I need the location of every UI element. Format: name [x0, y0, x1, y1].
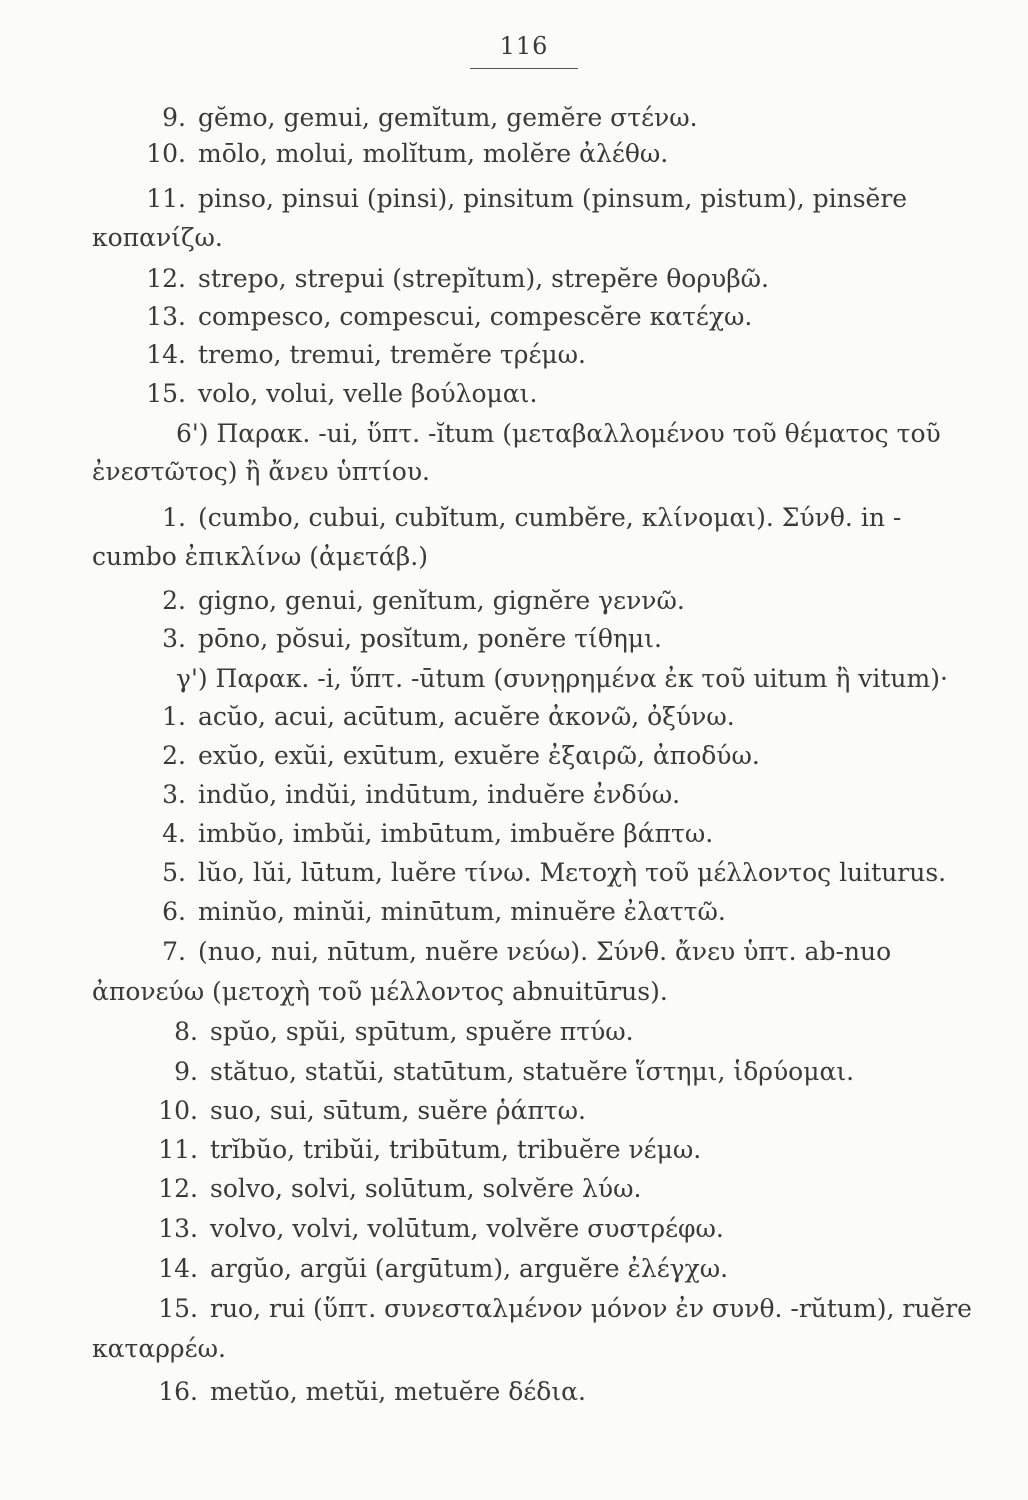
entry-line — [0, 300, 752, 334]
entry-text: tremo, tremui, tremĕre τρέμω. — [198, 340, 586, 369]
entry-text: minŭo, minŭi, minūtum, minuĕre ἐλαττῶ. — [198, 897, 726, 926]
entry-number: 13. — [158, 1214, 198, 1243]
entry-number: 2. — [162, 741, 186, 770]
entry-number: 3. — [162, 624, 186, 653]
entry-text: stătuo, statŭi, statūtum, statuĕre ἵστημι, ἱδρύομαι. — [210, 1057, 855, 1086]
entry-number: 3. — [162, 780, 186, 809]
entry-continuation: ἀπονεύω (μετοχὴ τοῦ μέλλοντος abnuitūrus). — [92, 977, 668, 1006]
page-number-rule — [470, 68, 578, 69]
entry-number: 4. — [162, 819, 186, 848]
entry-line — [0, 1252, 728, 1286]
entry-text: argŭo, argŭi (argūtum), arguĕre ἐλέγχω. — [210, 1254, 729, 1283]
entry-line — [0, 817, 713, 851]
entry-line — [0, 622, 662, 656]
entry-text: gigno, genui, genĭtum, gignĕre γεννῶ. — [198, 586, 685, 615]
section-heading-continuation: ἐνεστῶτος) ἢ ἄνευ ὑπτίου. — [92, 457, 430, 486]
entry-number: 10. — [158, 1096, 198, 1125]
entry-number: 7. — [162, 937, 186, 966]
entry-text: trĭbŭo, tribŭi, tribūtum, tribuĕre νέμω. — [210, 1135, 702, 1164]
entry-text: indŭo, indŭi, indūtum, induĕre ἐνδύω. — [198, 780, 681, 809]
entry-number: 9. — [162, 103, 186, 132]
entry-continuation: κοπανίζω. — [92, 223, 223, 252]
entry-text: suo, sui, sūtum, suĕre ῥάπτω. — [210, 1096, 586, 1125]
entry-line — [0, 1015, 634, 1049]
entry-text: gĕmo, gemui, gemĭtum, gemĕre στένω. — [198, 103, 698, 132]
entry-text: spŭo, spŭi, spūtum, spuĕre πτύω. — [210, 1017, 634, 1046]
entry-line — [0, 700, 735, 734]
entry-number: 12. — [146, 264, 186, 293]
entry-text: pinso, pinsui (pinsi), pinsitum (pinsum, pistum), pinsĕre — [198, 184, 908, 213]
entry-text: (nuo, nui, nūtum, nuĕre νεύω). Σύνθ. ἄνευ ὑπτ. ab-nuo — [198, 937, 892, 966]
entry-text: pōno, pŏsui, posĭtum, ponĕre τίθημι. — [198, 624, 662, 653]
entry-text: solvo, solvi, solūtum, solvĕre λύω. — [210, 1174, 642, 1203]
entry-line — [0, 584, 685, 618]
entry-text: imbŭo, imbŭi, imbūtum, imbuĕre βάπτω. — [198, 819, 714, 848]
section-heading: 6') Παρακ. -ui, ὕπτ. -ĭtum (μεταβαλλομένου τοῦ θέματος τοῦ — [176, 419, 941, 448]
entry-continuation: cumbo ἐπικλίνω (ἀμετάβ.) — [92, 542, 428, 571]
entry-text: compesco, compescui, compescĕre κατέχω. — [198, 302, 753, 331]
entry-text: (cumbo, cubui, cubĭtum, cumbĕre, κλίνομαι). Σύνθ. in - — [198, 503, 902, 532]
entry-number: 14. — [146, 340, 186, 369]
entry-number: 2. — [162, 586, 186, 615]
page-number: 116 — [499, 32, 549, 60]
section-heading: γ') Παρακ. -i, ὕπτ. -ūtum (συνῃρημένα ἐκ τοῦ uitum ἢ vitum)· — [176, 664, 948, 693]
entry-line — [0, 935, 891, 969]
entry-line — [0, 856, 946, 890]
entry-continuation: καταρρέω. — [92, 1334, 226, 1363]
entry-line — [0, 1094, 586, 1128]
entry-text: strepo, strepui (strepĭtum), strepĕre θορυβῶ. — [198, 264, 770, 293]
entry-text: exŭo, exŭi, exūtum, exuĕre ἐξαιρῶ, ἀποδύω. — [198, 741, 760, 770]
entry-line — [0, 778, 680, 812]
entry-number: 5. — [162, 858, 186, 887]
entry-text: metŭo, metŭi, metuĕre δέδια. — [210, 1377, 586, 1406]
entry-number: 15. — [146, 379, 186, 408]
entry-text: mōlo, molui, molĭtum, molĕre ἀλέθω. — [198, 139, 669, 168]
entry-line — [0, 1133, 701, 1167]
entry-line — [0, 1292, 972, 1326]
entry-number: 8. — [174, 1017, 198, 1046]
entry-number: 14. — [158, 1254, 198, 1283]
entry-line — [0, 338, 586, 372]
entry-text: volo, volui, velle βούλομαι. — [198, 379, 538, 408]
entry-line — [0, 895, 726, 929]
entry-number: 11. — [158, 1135, 198, 1164]
entry-line — [0, 1055, 854, 1089]
entry-number: 16. — [158, 1377, 198, 1406]
entry-line — [0, 1172, 641, 1206]
entry-text: lŭo, lŭi, lūtum, luĕre τίνω. Μετοχὴ τοῦ μέλλοντος luiturus. — [198, 858, 947, 887]
entry-number: 13. — [146, 302, 186, 331]
entry-number: 6. — [162, 897, 186, 926]
entry-number: 1. — [162, 702, 186, 731]
entry-line — [0, 739, 760, 773]
entry-text: ruo, rui (ὕπτ. συνεσταλμένον μόνον ἐν συνθ. -rŭtum), ruĕre — [210, 1294, 972, 1323]
entry-line — [0, 1212, 724, 1246]
entry-number: 11. — [146, 184, 186, 213]
entry-line — [0, 377, 537, 411]
entry-line — [0, 182, 907, 216]
entry-line — [0, 137, 668, 171]
entry-text: volvo, volvi, volūtum, volvĕre συστρέφω. — [210, 1214, 724, 1243]
entry-number: 9. — [174, 1057, 198, 1086]
entry-text: acŭo, acui, acūtum, acuĕre ἀκονῶ, ὀξύνω. — [198, 702, 735, 731]
entry-line — [0, 1375, 586, 1409]
entry-number: 10. — [146, 139, 186, 168]
entry-number: 1. — [162, 503, 186, 532]
entry-number: 15. — [158, 1294, 198, 1323]
entry-line — [0, 262, 769, 296]
entry-line — [0, 501, 901, 535]
entry-line — [0, 101, 698, 135]
entry-number: 12. — [158, 1174, 198, 1203]
